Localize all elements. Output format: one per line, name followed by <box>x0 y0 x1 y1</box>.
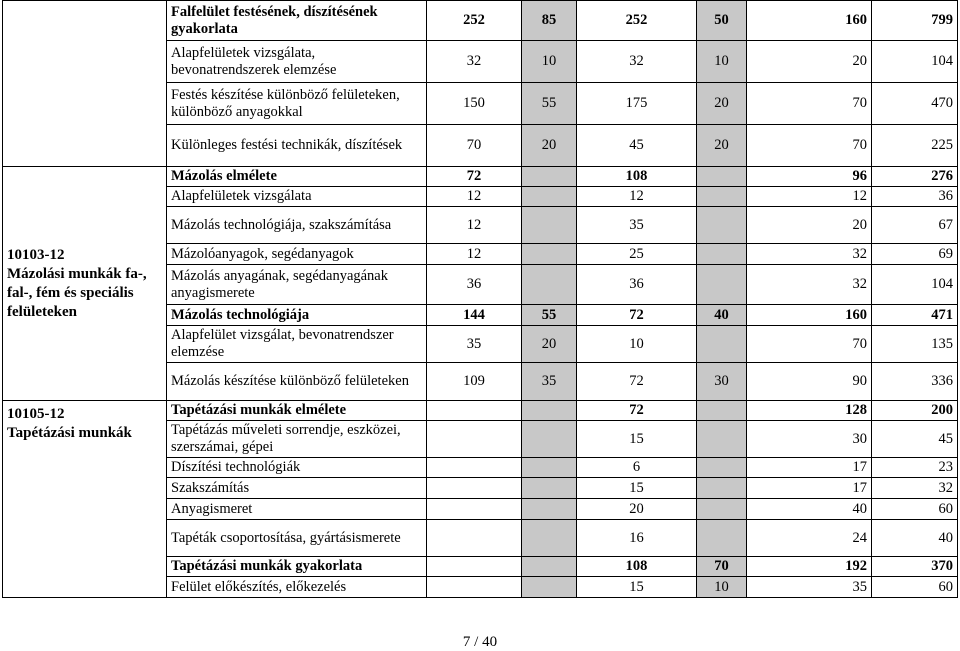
value-cell <box>522 207 577 244</box>
value-cell: 30 <box>697 363 747 401</box>
row-label: Tapéták csoportosítása, gyártásismerete <box>167 520 427 557</box>
value-cell: 45 <box>872 421 958 458</box>
value-cell: 70 <box>747 83 872 125</box>
module-name: Tapétázási munkák <box>7 425 132 441</box>
row-label: Falfelület festésének, díszítésének gyakorlata <box>167 1 427 41</box>
value-cell <box>522 244 577 265</box>
value-cell <box>427 499 522 520</box>
value-cell <box>427 458 522 478</box>
value-cell: 40 <box>872 520 958 557</box>
table-row <box>3 167 958 187</box>
value-cell: 70 <box>697 557 747 577</box>
module-cell <box>3 167 167 401</box>
value-cell: 20 <box>697 83 747 125</box>
value-cell: 17 <box>747 478 872 499</box>
value-cell: 10 <box>697 577 747 598</box>
value-cell <box>522 167 577 187</box>
value-cell <box>697 187 747 207</box>
value-cell: 24 <box>747 520 872 557</box>
curriculum-table <box>2 0 958 598</box>
row-label: Felület előkészítés, előkezelés <box>167 577 427 598</box>
value-cell <box>522 265 577 305</box>
value-cell <box>522 577 577 598</box>
value-cell <box>427 421 522 458</box>
value-cell: 470 <box>872 83 958 125</box>
value-cell: 12 <box>427 207 522 244</box>
value-cell: 252 <box>427 1 522 41</box>
value-cell: 35 <box>747 577 872 598</box>
value-cell: 35 <box>522 363 577 401</box>
value-cell <box>697 207 747 244</box>
value-cell <box>697 478 747 499</box>
value-cell: 20 <box>522 125 577 167</box>
row-label: Szakszámítás <box>167 478 427 499</box>
value-cell: 85 <box>522 1 577 41</box>
value-cell: 25 <box>577 244 697 265</box>
value-cell: 67 <box>872 207 958 244</box>
value-cell: 32 <box>747 265 872 305</box>
value-cell: 32 <box>747 244 872 265</box>
value-cell: 471 <box>872 305 958 326</box>
value-cell: 35 <box>427 326 522 363</box>
value-cell: 252 <box>577 1 697 41</box>
value-cell: 12 <box>747 187 872 207</box>
value-cell: 69 <box>872 244 958 265</box>
value-cell: 35 <box>577 207 697 244</box>
value-cell: 15 <box>577 421 697 458</box>
value-cell: 72 <box>427 167 522 187</box>
value-cell <box>522 401 577 421</box>
value-cell <box>697 401 747 421</box>
value-cell: 336 <box>872 363 958 401</box>
module-code: 10105-12 <box>7 406 65 422</box>
value-cell <box>427 577 522 598</box>
row-label: Díszítési technológiák <box>167 458 427 478</box>
value-cell: 175 <box>577 83 697 125</box>
value-cell <box>697 458 747 478</box>
value-cell: 72 <box>577 363 697 401</box>
row-label: Mázolás anyagának, segédanyagának anyagismerete <box>167 265 427 305</box>
row-label: Alapfelületek vizsgálata, bevonatrendszerek elemzése <box>167 41 427 83</box>
value-cell: 70 <box>747 125 872 167</box>
value-cell: 12 <box>427 187 522 207</box>
page-number: 7 / 40 <box>462 634 498 650</box>
value-cell: 276 <box>872 167 958 187</box>
value-cell: 160 <box>747 1 872 41</box>
value-cell: 192 <box>747 557 872 577</box>
value-cell: 200 <box>872 401 958 421</box>
value-cell: 15 <box>577 478 697 499</box>
value-cell: 36 <box>872 187 958 207</box>
row-label: Mázolás technológiája, szakszámítása <box>167 207 427 244</box>
value-cell: 370 <box>872 557 958 577</box>
value-cell: 70 <box>747 326 872 363</box>
value-cell <box>697 244 747 265</box>
module-code: 10103-12 <box>7 246 65 263</box>
value-cell <box>427 557 522 577</box>
value-cell: 135 <box>872 326 958 363</box>
value-cell: 20 <box>577 499 697 520</box>
value-cell <box>522 458 577 478</box>
row-label: Különleges festési technikák, díszítések <box>167 125 427 167</box>
value-cell: 40 <box>747 499 872 520</box>
value-cell: 108 <box>577 557 697 577</box>
value-cell: 90 <box>747 363 872 401</box>
value-cell <box>427 478 522 499</box>
value-cell: 40 <box>697 305 747 326</box>
value-cell: 104 <box>872 265 958 305</box>
row-label: Anyagismeret <box>167 499 427 520</box>
value-cell <box>522 187 577 207</box>
value-cell: 128 <box>747 401 872 421</box>
value-cell <box>697 520 747 557</box>
value-cell: 72 <box>577 401 697 421</box>
value-cell: 15 <box>577 577 697 598</box>
value-cell <box>697 499 747 520</box>
row-label: Tapétázás műveleti sorrendje, eszközei, szerszámai, gépei <box>167 421 427 458</box>
module-cell <box>3 401 167 598</box>
module-cell-empty <box>3 1 167 167</box>
value-cell: 12 <box>427 244 522 265</box>
value-cell: 32 <box>577 41 697 83</box>
value-cell: 60 <box>872 499 958 520</box>
value-cell: 72 <box>577 305 697 326</box>
value-cell: 23 <box>872 458 958 478</box>
value-cell: 36 <box>427 265 522 305</box>
value-cell: 32 <box>872 478 958 499</box>
value-cell: 6 <box>577 458 697 478</box>
row-label: Festés készítése különböző felületeken, különböző anyagokkal <box>167 83 427 125</box>
value-cell: 109 <box>427 363 522 401</box>
value-cell: 225 <box>872 125 958 167</box>
value-cell: 16 <box>577 520 697 557</box>
value-cell: 36 <box>577 265 697 305</box>
value-cell <box>522 499 577 520</box>
value-cell: 20 <box>747 41 872 83</box>
row-label: Mázolás technológiája <box>167 305 427 326</box>
value-cell <box>522 421 577 458</box>
table-row <box>3 401 958 421</box>
module-name: Mázolási munkák fa-, fal-, fém és speciális felületeken <box>7 265 147 320</box>
value-cell: 10 <box>522 41 577 83</box>
value-cell: 20 <box>697 125 747 167</box>
row-label: Mázolás készítése különböző felületeken <box>167 363 427 401</box>
table-row <box>3 1 958 41</box>
row-label: Tapétázási munkák gyakorlata <box>167 557 427 577</box>
value-cell: 60 <box>872 577 958 598</box>
value-cell: 799 <box>872 1 958 41</box>
value-cell: 70 <box>427 125 522 167</box>
value-cell: 55 <box>522 83 577 125</box>
value-cell <box>522 520 577 557</box>
value-cell <box>697 421 747 458</box>
value-cell: 55 <box>522 305 577 326</box>
value-cell: 10 <box>697 41 747 83</box>
value-cell: 104 <box>872 41 958 83</box>
value-cell <box>427 520 522 557</box>
row-label: Tapétázási munkák elmélete <box>167 401 427 421</box>
row-label: Mázolóanyagok, segédanyagok <box>167 244 427 265</box>
value-cell: 17 <box>747 458 872 478</box>
value-cell: 108 <box>577 167 697 187</box>
value-cell: 96 <box>747 167 872 187</box>
value-cell: 144 <box>427 305 522 326</box>
value-cell: 20 <box>522 326 577 363</box>
row-label: Alapfelületek vizsgálata <box>167 187 427 207</box>
row-label: Mázolás elmélete <box>167 167 427 187</box>
value-cell: 32 <box>427 41 522 83</box>
value-cell: 50 <box>697 1 747 41</box>
value-cell: 12 <box>577 187 697 207</box>
row-label: Alapfelület vizsgálat, bevonatrendszer elemzése <box>167 326 427 363</box>
value-cell <box>522 478 577 499</box>
value-cell: 160 <box>747 305 872 326</box>
value-cell: 150 <box>427 83 522 125</box>
value-cell <box>427 401 522 421</box>
value-cell <box>697 167 747 187</box>
value-cell <box>522 557 577 577</box>
value-cell: 45 <box>577 125 697 167</box>
value-cell <box>697 265 747 305</box>
value-cell: 30 <box>747 421 872 458</box>
value-cell: 20 <box>747 207 872 244</box>
value-cell: 10 <box>577 326 697 363</box>
value-cell <box>697 326 747 363</box>
